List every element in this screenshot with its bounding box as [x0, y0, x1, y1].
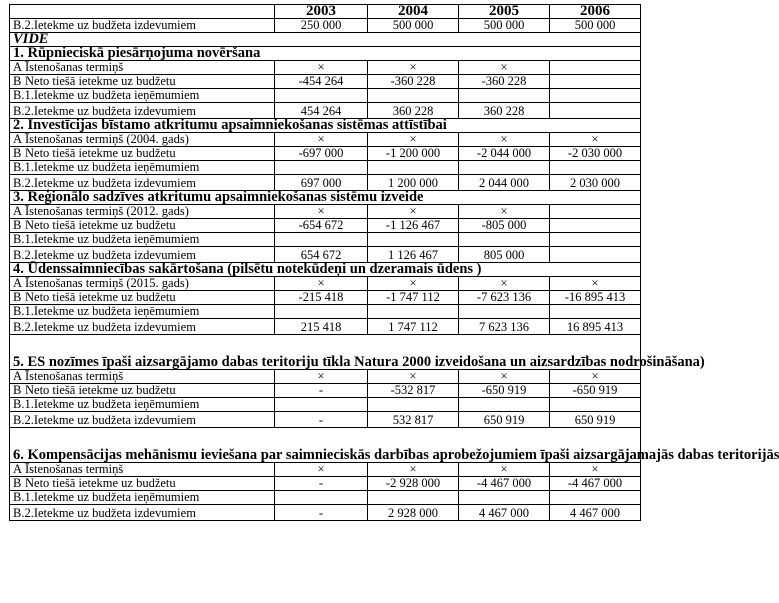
value-cell: 454 264 — [275, 103, 368, 119]
row-label-cell — [10, 75, 275, 89]
row-code: B — [13, 476, 22, 490]
term-suffix: (2004. gads) — [123, 132, 189, 146]
section-title: 5. ES nozīmes īpaši aizsargājamo dabas teritoriju tīkla Natura 2000 izveidošana un aizsardzības nodrošināšana) — [10, 335, 641, 370]
section-row-b — [10, 384, 641, 398]
row-label-cell — [10, 205, 275, 219]
term-suffix: (2015. gads) — [123, 276, 189, 290]
row-code: A — [13, 276, 23, 290]
row-label: Ietekme uz budžeta izdevumiem — [33, 506, 196, 520]
row-label: Neto tiešā ietekme uz budžetu — [25, 146, 176, 160]
value-cell: -2 030 000 — [550, 147, 641, 161]
value-cell: 7 623 136 — [459, 319, 550, 335]
value-cell: × — [550, 133, 641, 147]
section-row-a — [10, 370, 641, 384]
row-label-cell — [10, 398, 275, 412]
header-empty-cell — [10, 5, 275, 19]
value-cell: 1 747 112 — [368, 319, 459, 335]
value-cell — [275, 491, 368, 505]
value-cell — [550, 305, 641, 319]
row-code: B.1. — [13, 304, 34, 318]
section-row-a — [10, 205, 641, 219]
row-label: Ietekme uz budžeta izdevumiem — [33, 248, 196, 262]
value-cell — [459, 233, 550, 247]
value-cell: × — [368, 61, 459, 75]
value-cell — [459, 398, 550, 412]
section-row-a — [10, 61, 641, 75]
row-code: B.2. — [13, 176, 34, 190]
value-cell — [550, 491, 641, 505]
section-row-b1 — [10, 305, 641, 319]
value-cell: 215 418 — [275, 319, 368, 335]
section-title: 4. Ūdenssaimniecības sakārtošana (pilsētu notekūdeņi un dzeramais ūdens ) — [10, 263, 641, 277]
value-cell — [275, 398, 368, 412]
value-cell — [550, 61, 641, 75]
row-code: B.2. — [13, 413, 34, 427]
value-cell: × — [368, 370, 459, 384]
section-title: 6. Kompensācijas mehānismu ieviešana par saimnieciskās darbības aprobežojumiem īpaši aizsargājamajās dabas teritorijās — [10, 428, 641, 463]
row-code: A — [13, 132, 23, 146]
row-label: Īstenošanas termiņš — [25, 276, 124, 290]
value-cell — [368, 161, 459, 175]
row-label-cell — [10, 89, 275, 103]
value-cell: 2 928 000 — [368, 505, 459, 521]
section-row-b — [10, 219, 641, 233]
value-cell: 654 672 — [275, 247, 368, 263]
value-cell: - — [275, 505, 368, 521]
value-cell — [368, 398, 459, 412]
value-cell: -4 467 000 — [550, 477, 641, 491]
value-cell: - — [275, 412, 368, 428]
term-suffix: (2012. gads) — [123, 204, 189, 218]
value-cell: 360 228 — [368, 103, 459, 119]
row-label-cell — [10, 477, 275, 491]
section-row-b — [10, 147, 641, 161]
row-label: Neto tiešā ietekme uz budžetu — [25, 290, 176, 304]
value-cell: -2 044 000 — [459, 147, 550, 161]
top-b2-value-2003: 250 000 — [275, 19, 368, 33]
value-cell — [275, 89, 368, 103]
section-title-row — [10, 47, 641, 61]
row-label: Neto tiešā ietekme uz budžetu — [25, 74, 176, 88]
value-cell: -650 919 — [550, 384, 641, 398]
value-cell: × — [459, 277, 550, 291]
section-row-b1 — [10, 233, 641, 247]
value-cell: × — [275, 277, 368, 291]
value-cell — [275, 161, 368, 175]
row-code: B.2. — [13, 320, 34, 334]
value-cell: × — [368, 133, 459, 147]
value-cell: × — [459, 205, 550, 219]
section-title-row — [10, 335, 641, 370]
value-cell: 360 228 — [459, 103, 550, 119]
section-title-row — [10, 428, 641, 463]
row-label: Īstenošanas termiņš — [25, 204, 124, 218]
value-cell — [368, 89, 459, 103]
row-label: Ietekme uz budžeta izdevumiem — [33, 320, 196, 334]
value-cell: × — [275, 133, 368, 147]
row-label: Neto tiešā ietekme uz budžetu — [25, 476, 176, 490]
section-row-a — [10, 463, 641, 477]
section-row-b — [10, 75, 641, 89]
value-cell — [275, 305, 368, 319]
value-cell: -1 200 000 — [368, 147, 459, 161]
row-label-cell — [10, 319, 275, 335]
section-row-b1 — [10, 89, 641, 103]
section-row-b — [10, 291, 641, 305]
row-code: B.1. — [13, 490, 34, 504]
value-cell: -4 467 000 — [459, 477, 550, 491]
value-cell: -654 672 — [275, 219, 368, 233]
row-code: B.2. — [13, 506, 34, 520]
value-cell: × — [550, 463, 641, 477]
section-row-a — [10, 277, 641, 291]
row-label: Īstenošanas termiņš — [25, 60, 124, 74]
value-cell: × — [550, 370, 641, 384]
row-code: B.1. — [13, 88, 34, 102]
row-label-cell — [10, 370, 275, 384]
year-header-row — [10, 5, 641, 19]
value-cell: × — [459, 370, 550, 384]
row-label: Ietekme uz budžeta ieņēmumiem — [33, 490, 200, 504]
row-label: Ietekme uz budžeta izdevumiem — [33, 176, 196, 190]
row-code: B.1. — [13, 232, 34, 246]
value-cell — [550, 103, 641, 119]
row-label: Īstenošanas termiņš — [25, 132, 124, 146]
row-code: A — [13, 369, 23, 383]
value-cell — [368, 305, 459, 319]
section-title: 1. Rūpnieciskā piesārņojuma novēršana — [10, 47, 641, 61]
value-cell — [550, 205, 641, 219]
row-label: Neto tiešā ietekme uz budžetu — [25, 218, 176, 232]
value-cell — [550, 219, 641, 233]
row-code: A — [13, 60, 23, 74]
value-cell — [459, 305, 550, 319]
year-header-2005: 2005 — [459, 5, 550, 19]
year-header-2004: 2004 — [368, 5, 459, 19]
row-label-cell — [10, 133, 275, 147]
value-cell: × — [459, 463, 550, 477]
section-title: 2. Investīcijas bīstamo atkritumu apsaimniekošanas sistēmas attīstībai — [10, 119, 641, 133]
section-title: 3. Reģionālo sadzīves atkritumu apsaimniekošanas sistēmu izveide — [10, 191, 641, 205]
row-code: B.2. — [13, 248, 34, 262]
row-label-cell — [10, 491, 275, 505]
row-label: Neto tiešā ietekme uz budžetu — [25, 383, 176, 397]
top-b2-value-2004: 500 000 — [368, 19, 459, 33]
value-cell: -1 747 112 — [368, 291, 459, 305]
value-cell: 805 000 — [459, 247, 550, 263]
value-cell: 697 000 — [275, 175, 368, 191]
value-cell: 650 919 — [459, 412, 550, 428]
value-cell: × — [275, 205, 368, 219]
row-code: B — [13, 74, 22, 88]
top-b2-row — [10, 19, 641, 33]
value-cell — [550, 247, 641, 263]
value-cell — [459, 491, 550, 505]
value-cell: 2 030 000 — [550, 175, 641, 191]
row-label: Ietekme uz budžeta izdevumiem — [33, 18, 196, 32]
year-header-2003: 2003 — [275, 5, 368, 19]
row-label-cell — [10, 61, 275, 75]
row-code: B.2. — [13, 104, 34, 118]
value-cell: -805 000 — [459, 219, 550, 233]
value-cell: -532 817 — [368, 384, 459, 398]
top-b2-label — [10, 19, 275, 33]
row-label: Ietekme uz budžeta ieņēmumiem — [33, 304, 200, 318]
row-label: Ietekme uz budžeta ieņēmumiem — [33, 232, 200, 246]
row-label-cell — [10, 233, 275, 247]
row-code: B.2. — [13, 18, 34, 32]
value-cell: - — [275, 477, 368, 491]
year-header-2006: 2006 — [550, 5, 641, 19]
row-code: B — [13, 290, 22, 304]
value-cell — [368, 233, 459, 247]
section-row-b2 — [10, 319, 641, 335]
section-row-b1 — [10, 161, 641, 175]
row-label-cell — [10, 147, 275, 161]
row-code: A — [13, 204, 23, 218]
value-cell: 1 200 000 — [368, 175, 459, 191]
value-cell: -2 928 000 — [368, 477, 459, 491]
row-label-cell — [10, 161, 275, 175]
row-label: Ietekme uz budžeta izdevumiem — [33, 413, 196, 427]
value-cell — [550, 398, 641, 412]
value-cell — [550, 75, 641, 89]
row-label-cell — [10, 463, 275, 477]
value-cell: 4 467 000 — [550, 505, 641, 521]
value-cell: - — [275, 384, 368, 398]
value-cell: × — [275, 463, 368, 477]
value-cell: -7 623 136 — [459, 291, 550, 305]
row-label-cell — [10, 305, 275, 319]
value-cell: -360 228 — [459, 75, 550, 89]
value-cell — [550, 89, 641, 103]
value-cell: × — [459, 61, 550, 75]
value-cell: 16 895 413 — [550, 319, 641, 335]
row-label: Īstenošanas termiņš — [25, 369, 124, 383]
top-b2-value-2005: 500 000 — [459, 19, 550, 33]
value-cell — [275, 233, 368, 247]
value-cell: × — [368, 463, 459, 477]
row-code: B — [13, 383, 22, 397]
budget-impact-table — [9, 3, 779, 521]
value-cell: × — [275, 370, 368, 384]
value-cell: 2 044 000 — [459, 175, 550, 191]
value-cell: × — [550, 277, 641, 291]
row-code: B — [13, 146, 22, 160]
row-label-cell — [10, 277, 275, 291]
section-row-b1 — [10, 491, 641, 505]
value-cell — [368, 491, 459, 505]
value-cell: -697 000 — [275, 147, 368, 161]
value-cell: × — [275, 61, 368, 75]
row-label: Īstenošanas termiņš — [25, 462, 124, 476]
row-label-cell — [10, 219, 275, 233]
section-title-row — [10, 263, 641, 277]
value-cell: -650 919 — [459, 384, 550, 398]
section-row-b2 — [10, 412, 641, 428]
row-label-cell — [10, 505, 275, 521]
row-label: Ietekme uz budžeta ieņēmumiem — [33, 88, 200, 102]
section-row-b2 — [10, 505, 641, 521]
value-cell: × — [368, 205, 459, 219]
row-code: B — [13, 218, 22, 232]
section-row-a — [10, 133, 641, 147]
row-code: B.1. — [13, 160, 34, 174]
row-code: B.1. — [13, 397, 34, 411]
row-code: A — [13, 462, 23, 476]
row-label: Ietekme uz budžeta ieņēmumiem — [33, 160, 200, 174]
value-cell — [550, 161, 641, 175]
row-label-cell — [10, 291, 275, 305]
row-label-cell — [10, 412, 275, 428]
value-cell: 4 467 000 — [459, 505, 550, 521]
table-body — [10, 3, 779, 521]
section-title-row — [10, 119, 641, 133]
value-cell: 1 126 467 — [368, 247, 459, 263]
top-b2-value-2006: 500 000 — [550, 19, 641, 33]
row-label: Ietekme uz budžeta izdevumiem — [33, 104, 196, 118]
value-cell: -16 895 413 — [550, 291, 641, 305]
row-label: Ietekme uz budžeta ieņēmumiem — [33, 397, 200, 411]
value-cell: -454 264 — [275, 75, 368, 89]
section-row-b1 — [10, 398, 641, 412]
value-cell — [459, 161, 550, 175]
section-title-row — [10, 191, 641, 205]
value-cell: -215 418 — [275, 291, 368, 305]
value-cell: 650 919 — [550, 412, 641, 428]
value-cell: × — [459, 133, 550, 147]
row-label-cell — [10, 384, 275, 398]
value-cell: × — [368, 277, 459, 291]
value-cell — [550, 233, 641, 247]
section-row-b — [10, 477, 641, 491]
value-cell: -1 126 467 — [368, 219, 459, 233]
value-cell: -360 228 — [368, 75, 459, 89]
value-cell: 532 817 — [368, 412, 459, 428]
value-cell — [459, 89, 550, 103]
vide-heading: VIDE — [10, 33, 641, 47]
